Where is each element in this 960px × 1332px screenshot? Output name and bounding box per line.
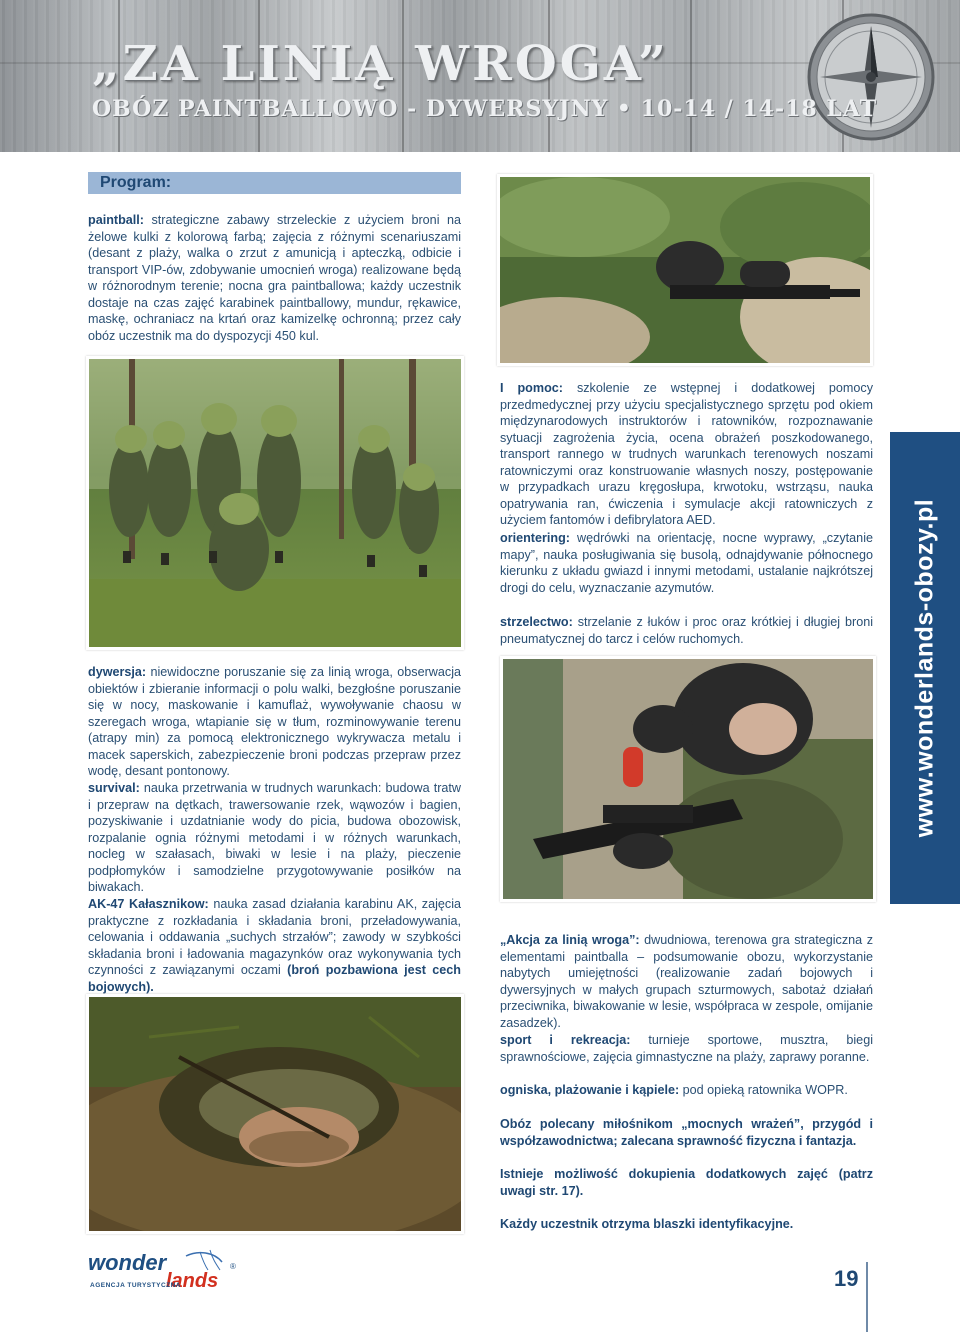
strzelectwo-paragraph [500,614,873,647]
pomoc-text: szkolenie ze wstępnej i dodatkowej pomocy przedmedycznej przy użyciu specjalistycznego sprzętu pod okiem międzynarodowych instruktorów i ratowników, rozpoznawanie sytuacji zagrożenia życia, ocena obrażeń poszkodowanego, transport rannego w trudnych warunkach terenowych noszami ratowniczymi oraz konstruowanie własnych noszy, postępowanie w przypadkach urazu kręgosłupa, krwotoku, wstrząsu, nauka opatrywania ran, ćwiczenia i symulacje akcji ratowniczych z użyciem fantomów i defibrylatora AED. [500,381,873,527]
sidebar-url-band [890,432,960,904]
survival-paragraph [88,780,461,896]
dywersja-paragraph [88,664,461,780]
photo-paintball-sandbags [497,174,873,366]
company-logo [88,1248,238,1296]
photo-camouflage-group [86,356,464,650]
page-number-divider [866,1262,868,1332]
strzelectwo-text: strzelanie z łuków i proc oraz krótkiej i długiej broni pneumatycznej do tarcz i celów ruchomych. [500,615,873,646]
program-label: Program: [100,174,172,191]
orientering-paragraph [500,530,873,596]
sport-paragraph [500,1032,873,1065]
akcja-paragraph [500,932,873,1031]
page-number: 19 [834,1266,859,1291]
paintball-label: paintball: [88,213,144,227]
sport-text: turnieje sportowe, musztra, biegi sprawnościowe, zajęcia gimnastyczne na plaży, zaprawy poranne. [500,1033,873,1064]
logo-word-wonder: wonder [88,1250,167,1275]
logo-tagline: AGENCJA TURYSTYCZNA [90,1282,181,1289]
photo-swamp-crawl [86,994,464,1234]
paintball-paragraph [88,212,461,344]
ognisko-text: pod opieką ratownika WOPR. [679,1083,848,1097]
sport-label: sport i rekreacja: [500,1033,631,1047]
dodatkowe-paragraph: Istnieje możliwość dokupienia dodatkowych zajęć (patrz uwagi str. 17). [500,1167,873,1198]
ak47-text: nauka zasad działania karabinu AK, zajęcia praktyczne z rozkładania i składania broni, przeładowywania, celowania i oddawania „suchych strzałów”; zawody w szybkości składania broni i ładowania magazynków oraz wykonywania tych czynności z zawiązanymi oczami [88,897,461,977]
pomoc-paragraph [500,380,873,529]
website-url[interactable]: www.wonderlands-obozy.pl [910,498,939,838]
page-subtitle: OBÓZ PAINTBALLOWO - DYWERSYJNY • 10-14 / 14-18 LAT [92,96,878,122]
survival-text: nauka przetrwania w trudnych warunkach: budowa tratw i przepraw na dętkach, trawersowanie rzek, wąwozów i bagien, pozyskiwanie i uzdatnianie wody do picia, budowa obozowisk, rozpalanie ognia różnymi metodami i w różnych warunkach, nocleg w szałasach, biwaki w lesie i na plaży, pieczenie podpłomyków i samodzielne przygotowywanie posiłków na biwakach. [88,781,461,894]
compass-icon [806,12,936,142]
akcja-text: dwudniowa, terenowa gra strategiczna z elementami paintballa – podsumowanie obozu, wykorzystanie nabytych umiejętności (realizowanie zadań bojowych i dywersyjnych w małych grupach szturmowych, sabotaż działań przeciwnika, biwakowanie w lesie, współpraca w zespole, omijanie zasadzek). [500,933,873,1030]
polecany-paragraph: Obóz polecany miłośnikom „mocnych wrażeń”, przygód i współzawodnictwa; zalecana sprawność fizyczna i fantazja. [500,1117,873,1148]
ak47-label: AK-47 Kałasznikow: [88,897,209,911]
pomoc-label: I pomoc: [500,381,563,395]
survival-label: survival: [88,781,140,795]
orientering-text: wędrówki na orientację, nocne wyprawy, „czytanie mapy”, nauka posługiwania się busolą, odnajdywanie północnego kierunku z układu gwiazd i innymi metodami, ustalanie najkrótszej drogi do celu, wyznaczanie azymutów. [500,531,873,595]
logo-registered: ® [230,1262,236,1271]
ak47-paragraph [88,896,461,995]
paintball-text: strategiczne zabawy strzeleckie z użyciem broni na żelowe kulki z kolorową farbą; zajęcia z różnymi scenariuszami (desant z plaży, walka o zrzut z amunicją i apteczką, odbicie i transport VIP-ów, zdobywanie umocnień wroga) realizowane będą w różnorodnym terenie; nocna gra paintballowa; każdy uczestnik dostaje na czas zajęć karabinek paintballowy, mundur, rękawice, maskę, ochraniacz na krtań oraz kamizelkę ochronną; przez cały obóz uczestnik ma do dyspozycji 450 kul. [88,213,461,343]
orientering-label: orientering: [500,531,570,545]
photo-paintball-aim [500,656,876,902]
dywersja-label: dywersja: [88,665,147,679]
strzelectwo-label: strzelectwo: [500,615,573,629]
akcja-label: „Akcja za linią wroga”: [500,933,640,947]
ak47-emphasis: (broń pozbawiona jest cech bojowych). [88,963,461,994]
dywersja-text: niewidoczne poruszanie się za linią wroga, obserwacja obiektów i zbieranie informacji o polu walki, bezgłośne poruszanie się w nocy, maskowanie i kamuflaż, wywoływanie chaosu w szeregach wroga, wtapianie się w tłum, rozminowywanie terenu (atrapy min) za pomocą elektronicznego wykrywacza metalu i macek saperskich, zabezpieczenie broni podczas przepraw przez wodę, desant pontonowy. [88,665,461,778]
page-title: „ZA LINIĄ WROGA” [92,36,669,92]
blaszki-paragraph: Każdy uczestnik otrzyma blaszki identyfikacyjne. [500,1217,794,1231]
ognisko-paragraph [500,1082,873,1099]
ognisko-label: ogniska, plażowanie i kąpiele: [500,1083,680,1097]
logo-word-lands: lands [166,1270,219,1292]
header-banner [0,0,960,152]
